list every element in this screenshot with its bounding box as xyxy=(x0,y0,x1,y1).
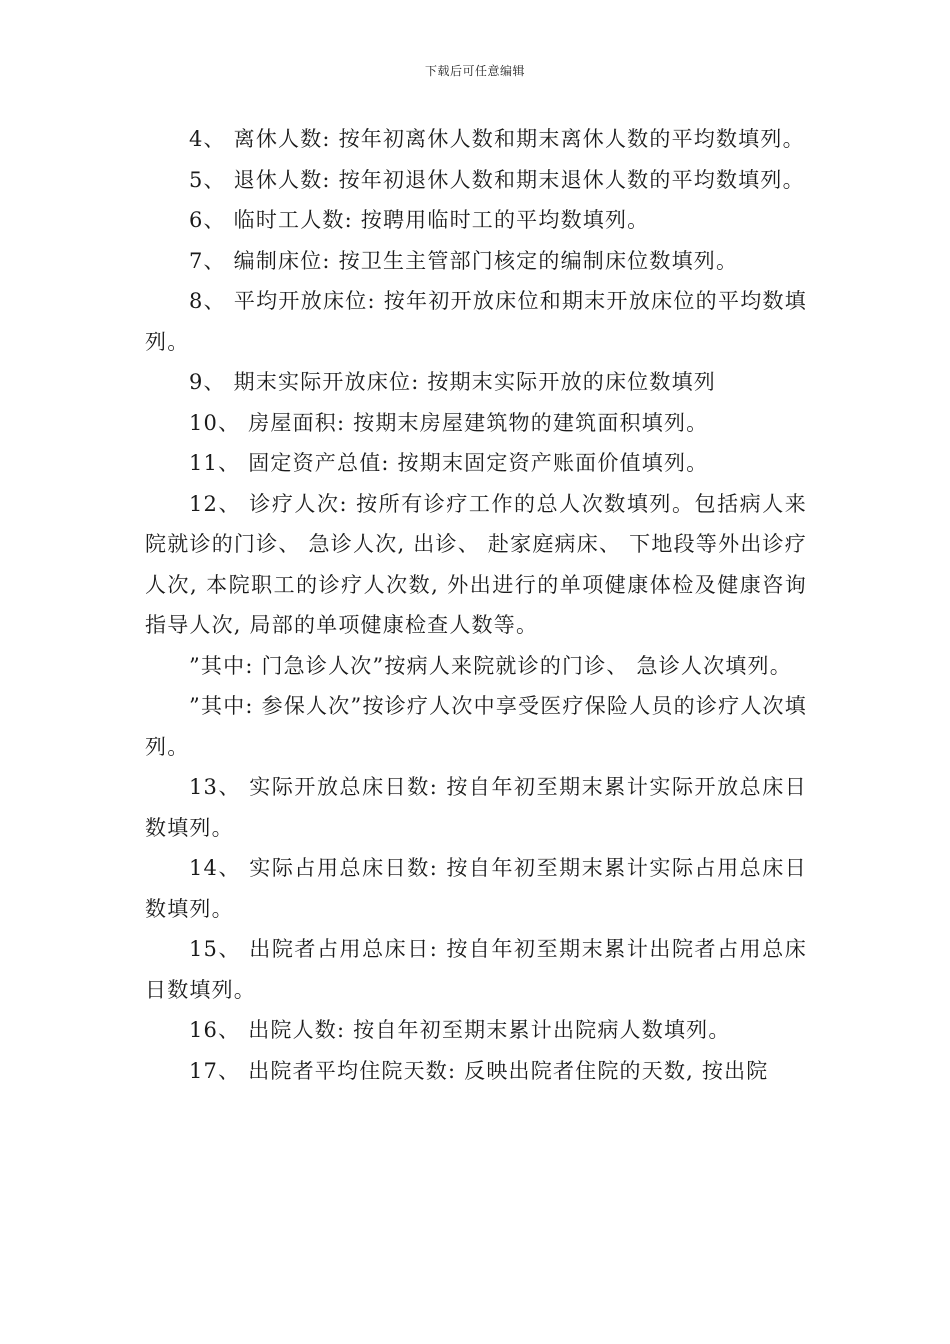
paragraph-sub-emergency: ”其中: 门急诊人次”按病人来院就诊的门诊、 急诊人次填列。 xyxy=(189,653,792,678)
paragraph-item-9: 9、 期末实际开放床位: 按期末实际开放的床位数填列 xyxy=(189,370,716,394)
document-body xyxy=(145,119,807,1091)
paragraph-item-16: 16、 出院人数: 按自年初至期末累计出院病人数填列。 xyxy=(189,1018,731,1042)
paragraph-item-13: 13、 实际开放总床日数: 按自年初至期末累计实际开放总床日数填列。 xyxy=(145,775,807,840)
paragraph-item-12: 12、 诊疗人次: 按所有诊疗工作的总人次数填列。包括病人来院就诊的门诊、 急诊人次, 出诊、 赴家庭病床、 下地段等外出诊疗人次, 本院职工的诊疗人次数, 外出进行的单项健康体检及健康咨询指导人次, 局部的单项健康检查人数等。 xyxy=(145,491,807,637)
paragraph-item-17: 17、 出院者平均住院天数: 反映出院者住院的天数, 按出院 xyxy=(189,1058,769,1083)
paragraph-item-14: 14、 实际占用总床日数: 按自年初至期末累计实际占用总床日数填列。 xyxy=(145,856,807,921)
paragraph-item-8: 8、 平均开放床位: 按年初开放床位和期末开放床位的平均数填列。 xyxy=(145,289,807,354)
paragraph-item-7: 7、 编制床位: 按卫生主管部门核定的编制床位数填列。 xyxy=(189,248,739,273)
paragraph-item-4: 4、 离休人数: 按年初离休人数和期末离休人数的平均数填列。 xyxy=(189,127,805,151)
paragraph-item-15: 15、 出院者占用总床日: 按自年初至期末累计出院者占用总床日数填列。 xyxy=(145,937,807,1002)
paragraph-item-6: 6、 临时工人数: 按聘用临时工的平均数填列。 xyxy=(189,208,650,232)
paragraph-sub-insured: ”其中: 参保人次”按诊疗人次中享受医疗保险人员的诊疗人次填列。 xyxy=(145,694,807,759)
paragraph-item-11: 11、 固定资产总值: 按期末固定资产账面价值填列。 xyxy=(189,451,709,475)
paragraph-item-5: 5、 退休人数: 按年初退休人数和期末退休人数的平均数填列。 xyxy=(189,167,805,192)
page-header: 下载后可任意编辑 xyxy=(424,64,525,78)
paragraph-item-10: 10、 房屋面积: 按期末房屋建筑物的建筑面积填列。 xyxy=(189,410,709,435)
